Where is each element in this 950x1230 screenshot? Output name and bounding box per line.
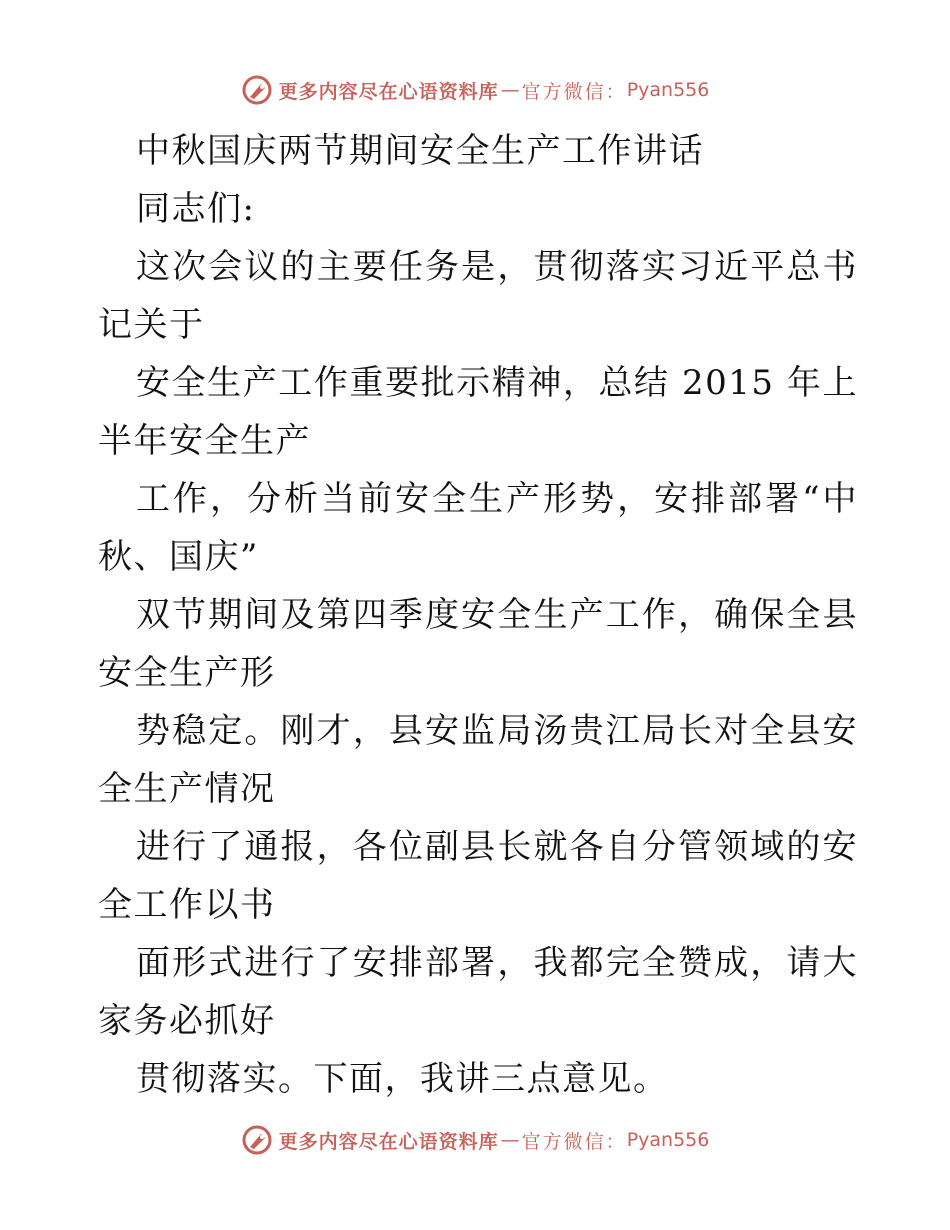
watermark-dash: — — [500, 1129, 520, 1151]
paragraph-line: 双节期间及第四季度安全生产工作，确保全县安全生产形 — [98, 595, 858, 693]
watermark-site-text: 更多内容尽在心语资料库 — [278, 80, 499, 103]
watermark-wechat-label: 官方微信： — [521, 80, 627, 103]
paragraph-line: 进行了通报，各位副县长就各自分管领域的安全工作以书 — [98, 827, 858, 925]
paragraph-line: 贯彻落实。下面，我讲三点意见。 — [136, 1059, 669, 1099]
footer-watermark — [0, 1120, 950, 1160]
watermark-wechat-id: Pyan556 — [626, 79, 710, 101]
watermark-wechat-id: Pyan556 — [626, 1129, 710, 1151]
paragraph-line: 安全生产工作重要批示精神，总结 2015 年上半年安全生产 — [98, 363, 858, 461]
watermark-site-text: 更多内容尽在心语资料库 — [278, 1130, 499, 1153]
document-body — [98, 122, 858, 1108]
paragraph-line: 这次会议的主要任务是，贯彻落实习近平总书记关于 — [98, 247, 858, 345]
pen-nib-logo-icon — [241, 74, 273, 106]
pen-nib-logo-icon — [241, 1124, 273, 1156]
header-watermark — [0, 70, 950, 110]
document-title: 中秋国庆两节期间安全生产工作讲话 — [136, 131, 704, 171]
paragraph-line: 势稳定。刚才，县安监局汤贵江局长对全县安全生产情况 — [98, 711, 858, 809]
paragraph-line: 工作，分析当前安全生产形势，安排部署“中秋、国庆” — [98, 479, 858, 577]
document-greeting: 同志们: — [136, 189, 256, 229]
watermark-dash: — — [500, 79, 520, 101]
paragraph-line: 面形式进行了安排部署，我都完全赞成，请大家务必抓好 — [98, 943, 858, 1041]
watermark-wechat-label: 官方微信： — [521, 1130, 627, 1153]
